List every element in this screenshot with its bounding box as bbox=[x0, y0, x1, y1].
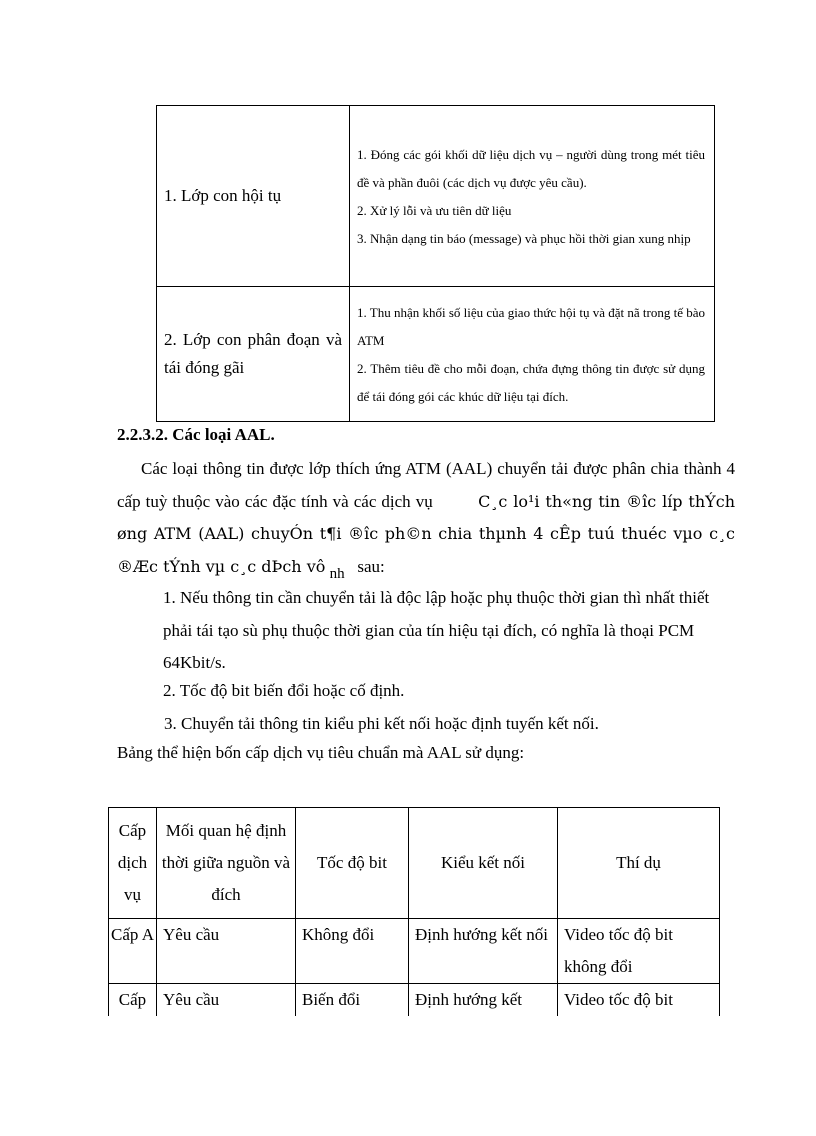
body-paragraph bbox=[117, 453, 735, 583]
table-row bbox=[157, 106, 715, 287]
table-cell: Yêu cầu bbox=[157, 919, 296, 984]
column-header: Thí dụ bbox=[558, 808, 720, 919]
para-garbled-text: C¸c lo¹i th«ng tin ®îc líp thÝch øng ATM (AAL) chuyÓn t¶i ®îc ph©n chia thµnh 4 cÊp tuú thuéc vµo c¸c ®Æc tÝnh vµ c¸c dÞch vô bbox=[117, 491, 735, 576]
table-cell: Cấp bbox=[109, 984, 157, 1017]
list-item: 3. Chuyển tải thông tin kiểu phi kết nối hoặc định tuyến kết nối. bbox=[164, 714, 599, 733]
column-header: Tốc độ bit bbox=[296, 808, 409, 919]
description-line: 1. Đóng các gói khối dữ liệu dịch vụ – người dùng trong mét tiêu đề và phần đuôi (các dịch vụ được yêu cầu). bbox=[357, 147, 705, 190]
sublayer-label: 1. Lớp con hội tụ bbox=[157, 106, 350, 287]
sublayer-label: 2. Lớp con phân đoạn và tái đóng gãi bbox=[157, 287, 350, 422]
table-cell: Yêu cầu bbox=[157, 984, 296, 1017]
aal-service-class-table bbox=[108, 807, 720, 1016]
para-end: sau: bbox=[357, 556, 385, 576]
description-line: 2. Xử lý lỗi và ưu tiên dữ liệu bbox=[357, 203, 512, 218]
para-subscript: nh bbox=[329, 565, 345, 582]
page-bottom-margin bbox=[0, 1016, 816, 1136]
list-item: 2. Tốc độ bit biến đổi hoặc cố định. bbox=[163, 681, 405, 700]
sublayer-description bbox=[350, 287, 715, 422]
table-row bbox=[109, 984, 720, 1017]
table-caption: Bảng thể hiện bốn cấp dịch vụ tiêu chuẩn mà AAL sử dụng: bbox=[117, 743, 525, 762]
description-line: 1. Thu nhận khối số liệu của giao thức hội tụ và đặt nã trong tế bào ATM bbox=[357, 305, 705, 348]
description-line: 2. Thêm tiêu đề cho mỗi đoạn, chứa đựng thông tin được sử dụng để tái đóng gói các khúc dữ liệu tại đích. bbox=[357, 361, 705, 404]
table-cell: Định hướng kết bbox=[409, 984, 558, 1017]
column-header: Kiểu kết nối bbox=[409, 808, 558, 919]
table-row bbox=[109, 919, 720, 984]
description-line: 3. Nhận dạng tin báo (message) và phục hồi thời gian xung nhịp bbox=[357, 231, 691, 246]
table-row bbox=[157, 287, 715, 422]
aal-sublayer-table bbox=[156, 105, 715, 422]
table-cell: Video tốc độ bit không đổi bbox=[558, 919, 720, 984]
table-cell: Biến đổi bbox=[296, 984, 409, 1017]
table-header-row bbox=[109, 808, 720, 919]
column-header: Cấp dịch vụ bbox=[109, 808, 157, 919]
table-cell: Định hướng kết nối bbox=[409, 919, 558, 984]
para-text: Các loại thông tin được lớp thích ứng ATM (AAL) chuyển tải được phân chia thành 4 cấp tuỳ thuộc vào các đặc tính và các dịch vụ bbox=[117, 459, 735, 511]
column-header: Mối quan hệ định thời giữa nguồn và đích bbox=[157, 808, 296, 919]
table-cell: Cấp A bbox=[109, 919, 157, 984]
sublayer-description bbox=[350, 106, 715, 287]
table-cell: Video tốc độ bit bbox=[558, 984, 720, 1017]
table-cell: Không đổi bbox=[296, 919, 409, 984]
section-heading: 2.2.3.2. Các loại AAL. bbox=[117, 425, 275, 444]
list-item: 1. Nếu thông tin cần chuyển tải là độc lập hoặc phụ thuộc thời gian thì nhất thiết phải tái tạo sù phụ thuộc thời gian của tín hiệu tại đích, có nghĩa là thoại PCM 64Kbit/s. bbox=[163, 588, 710, 672]
